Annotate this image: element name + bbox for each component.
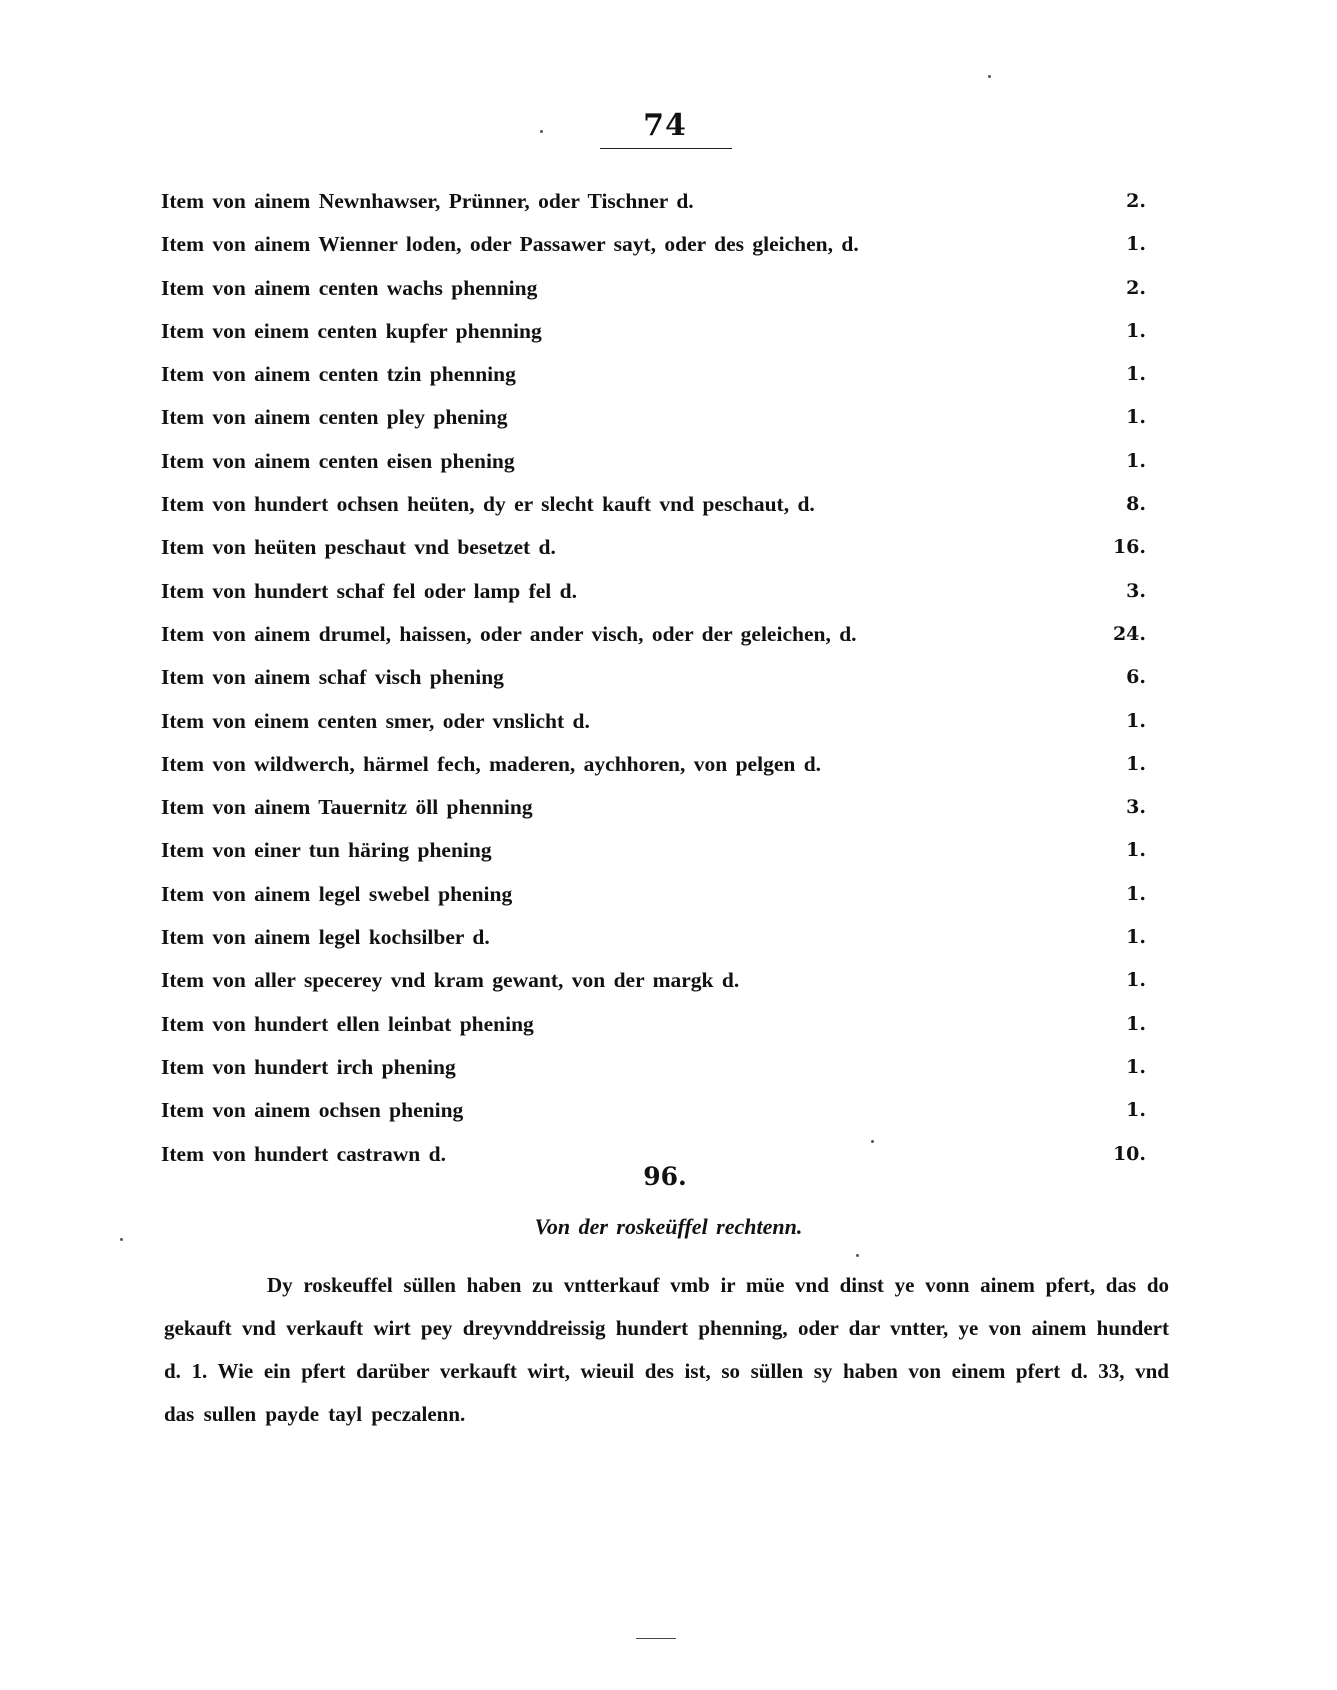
print-speck [120, 1238, 123, 1241]
toll-entry-value: 1. [1126, 1012, 1146, 1035]
toll-entry-row [161, 831, 1146, 874]
toll-entry-text: Item von einem centen kupfer phenning [161, 318, 542, 343]
toll-entry-text: Item von ainem Newnhawser, Prünner, oder Tischner d. [161, 189, 694, 213]
toll-entry-value: 1. [1126, 363, 1146, 386]
toll-entry-text: Item von hundert schaf fel oder lamp fel d. [161, 578, 577, 603]
toll-entry-text: Item von ainem schaf visch phening [161, 665, 504, 690]
page-number-rule [600, 148, 732, 149]
toll-entry-text: Item von ainem drumel, haissen, oder ander visch, oder der geleichen, d. [161, 621, 857, 646]
toll-entry-value: 1. [1126, 882, 1146, 905]
toll-entry-text: Item von ainem centen eisen phening [161, 448, 515, 473]
toll-entry-text: Item von einem centen smer, oder vnslicht d. [161, 708, 590, 733]
footer-rule [636, 1638, 676, 1639]
toll-entry-value: 1. [1126, 319, 1146, 342]
toll-entry-value: 3. [1126, 796, 1146, 819]
toll-entry-row [161, 788, 1146, 831]
toll-entry-row [161, 398, 1146, 441]
toll-entry-row [161, 225, 1146, 268]
section-paragraph: Dy roskeuffel süllen haben zu vntterkauf vmb ir müe vnd dinst ye vonn ainem pfert, das do gekauft vnd verkauft wirt pey dreyvnddreissig hundert phenning, oder dar vntter, ye von ainem hundert d. 1. Wie ein pfert darüber verkauft wirt, wieuil des ist, so süllen sy haben von einem pfert d. 33, vnd das sullen payde tayl peczalenn. [164, 1273, 1169, 1426]
toll-entry-row [161, 918, 1146, 961]
toll-entry-value: 10. [1112, 1142, 1146, 1165]
print-speck [856, 1254, 859, 1257]
toll-entry-row [161, 658, 1146, 701]
toll-entry-value: 8. [1126, 493, 1146, 516]
toll-entry-value: 1. [1126, 969, 1146, 992]
toll-entry-row [161, 528, 1146, 571]
toll-entry-row [161, 1091, 1146, 1134]
toll-entry-text: Item von hundert ochsen heüten, dy er slecht kauft vnd peschaut, d. [161, 492, 815, 517]
toll-entry-value: 1. [1126, 926, 1146, 949]
toll-entry-row [161, 355, 1146, 398]
toll-entry-row [161, 442, 1146, 485]
print-speck [871, 1140, 874, 1143]
toll-entry-text: Item von ainem centen wachs phenning [161, 275, 538, 300]
toll-entry-text: Item von ainem ochsen phening [161, 1098, 464, 1123]
toll-entries-list [161, 182, 1146, 1178]
toll-entry-value: 16. [1112, 536, 1146, 559]
page-number: 74 [643, 108, 687, 143]
toll-entry-row [161, 269, 1146, 312]
toll-entry-text: Item von ainem centen tzin phenning [161, 362, 516, 387]
toll-entry-value: 1. [1126, 1055, 1146, 1078]
toll-entry-value: 1. [1126, 1099, 1146, 1122]
section-title: Von der roskeüffel rechtenn. [534, 1214, 803, 1239]
toll-entry-row [161, 615, 1146, 658]
toll-entry-text: Item von einer tun häring phening [161, 838, 492, 863]
toll-entry-row [161, 182, 1146, 225]
toll-entry-value: 1. [1126, 449, 1146, 472]
toll-entry-value: 2. [1126, 276, 1146, 299]
toll-entry-value: 1. [1126, 233, 1146, 256]
toll-entry-row [161, 875, 1146, 918]
toll-entry-value: 1. [1126, 839, 1146, 862]
toll-entry-row [161, 572, 1146, 615]
toll-entry-text: Item von ainem legel swebel phening [161, 881, 513, 906]
toll-entry-text: Item von ainem legel kochsilber d. [161, 925, 490, 950]
toll-entry-text: Item von heüten peschaut vnd besetzet d. [161, 535, 556, 560]
toll-entry-text: Item von ainem centen pley phening [161, 405, 508, 430]
toll-entry-row [161, 312, 1146, 355]
section-number: 96. [643, 1162, 687, 1191]
toll-entry-text: Item von hundert irch phening [161, 1054, 456, 1079]
toll-entry-value: 1. [1126, 709, 1146, 732]
toll-entry-row [161, 1005, 1146, 1048]
toll-entry-value: 24. [1112, 622, 1146, 645]
toll-entry-row [161, 745, 1146, 788]
toll-entry-text: Item von aller specerey vnd kram gewant, von der margk d. [161, 968, 740, 993]
toll-entry-text: Item von ainem Wienner loden, oder Passawer sayt, oder des gleichen, d. [161, 232, 859, 257]
toll-entry-value: 1. [1126, 752, 1146, 775]
toll-entry-value: 6. [1126, 666, 1146, 689]
toll-entry-row [161, 1048, 1146, 1091]
toll-entry-text: Item von ainem Tauernitz öll phenning [161, 795, 533, 820]
toll-entry-value: 3. [1126, 579, 1146, 602]
toll-entry-text: Item von hundert ellen leinbat phening [161, 1011, 534, 1036]
toll-entry-row [161, 485, 1146, 528]
toll-entry-value: 1. [1126, 406, 1146, 429]
toll-entry-row [161, 702, 1146, 745]
toll-entry-text: Item von wildwerch, härmel fech, maderen, aychhoren, von pelgen d. [161, 751, 822, 776]
toll-entry-row [161, 961, 1146, 1004]
toll-entry-value: 2. [1126, 190, 1146, 212]
toll-entry-text: Item von hundert castrawn d. [161, 1141, 446, 1166]
print-speck [540, 130, 543, 133]
print-speck [988, 75, 991, 78]
